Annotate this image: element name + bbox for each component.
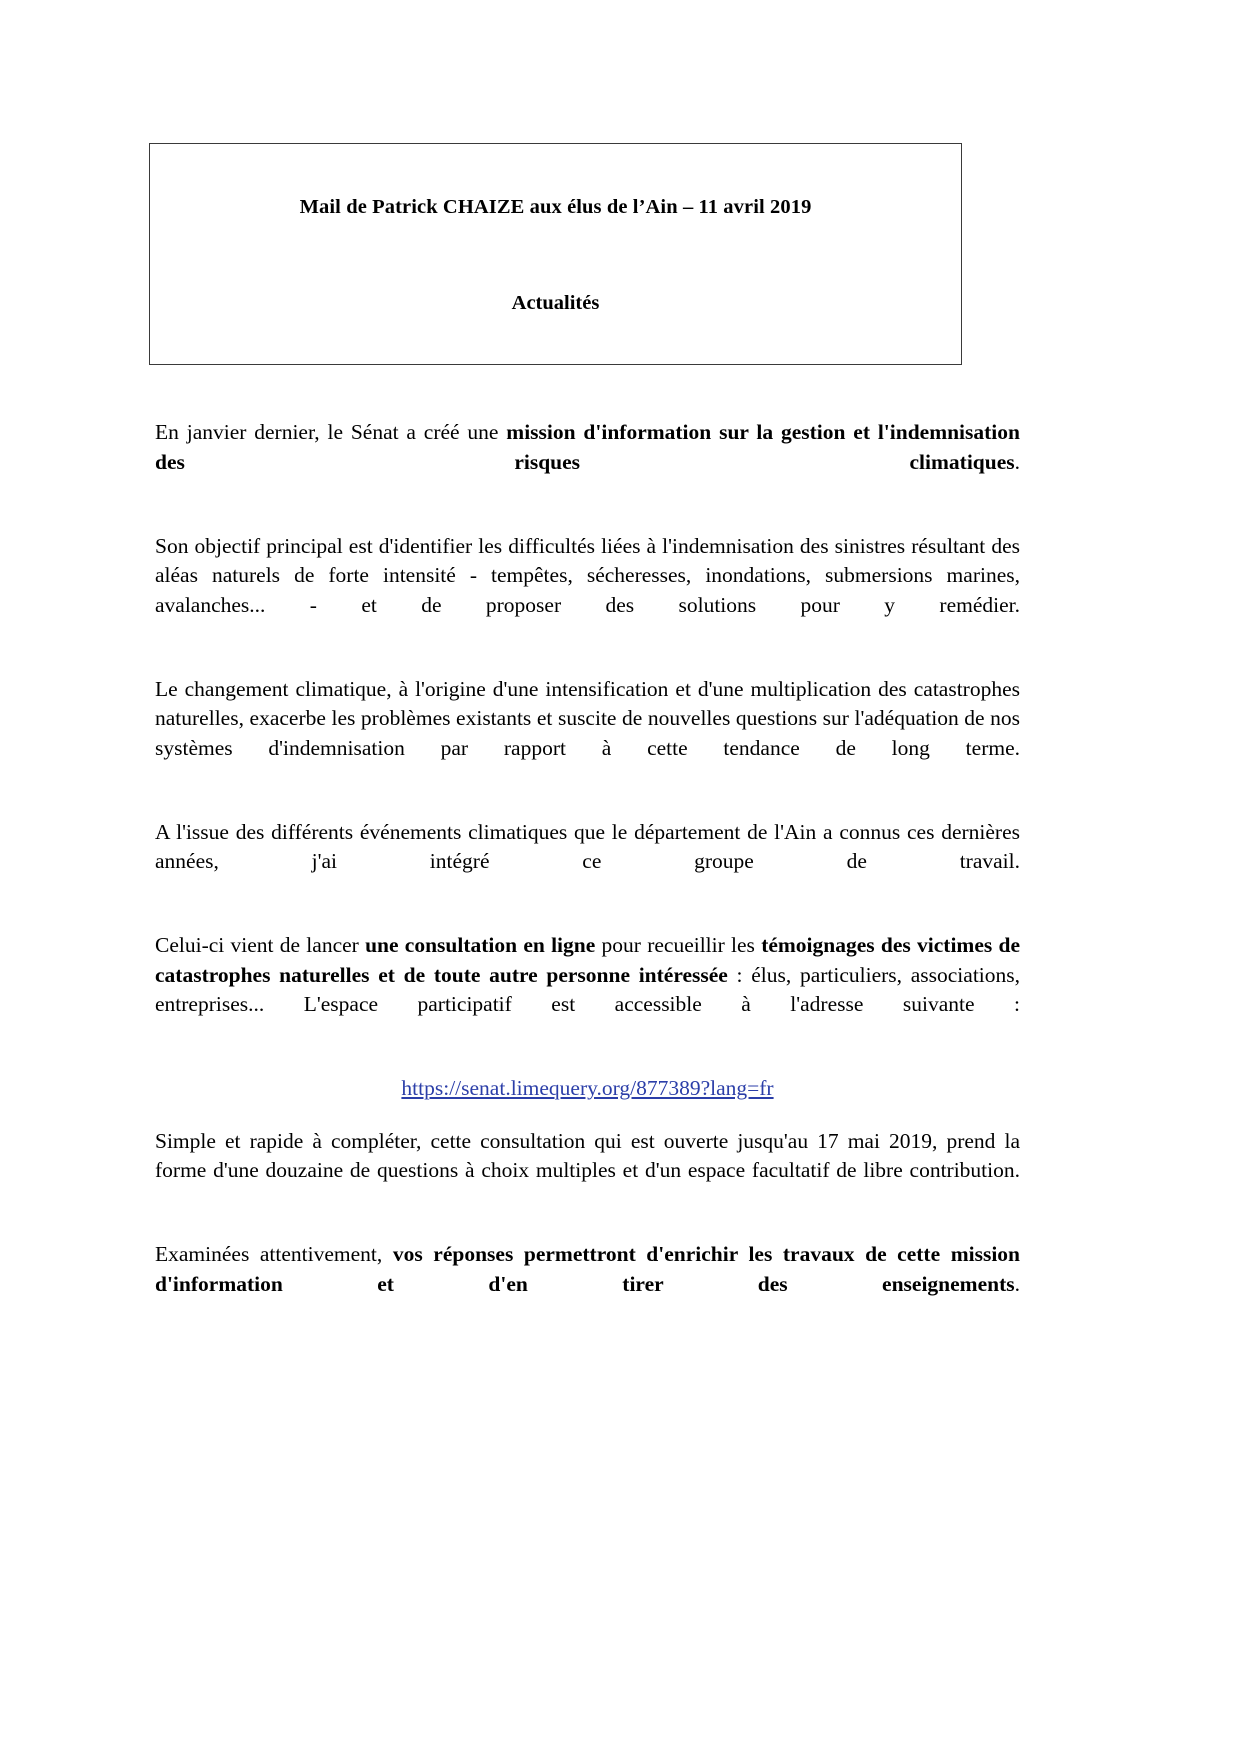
paragraph-6: Simple et rapide à compléter, cette consultation qui est ouverte jusqu'au 17 mai 2019, prend la forme d'une douzaine de questions à choix multiples et d'un espace facultatif de libre contribution. [155, 1128, 1020, 1182]
paragraph-5-tail: : élus, particuliers, associations, entreprises... L'espace participatif est accessible à l'adresse suivante : [155, 962, 1021, 1016]
document-body [155, 418, 1020, 1329]
paragraph-7 [155, 1240, 1020, 1329]
paragraph-4: A l'issue des différents événements climatiques que le département de l'Ain a connus ces dernières années, j'ai intégré ce groupe de travail. [155, 819, 1020, 873]
paragraph-3: Le changement climatique, à l'origine d'une intensification et d'une multiplication des catastrophes naturelles, exacerbe les problèmes existants et suscite de nouvelles questions sur l'adéquation de nos systèmes d'indemnisation par rapport à cette tendance de long terme. [155, 676, 1020, 760]
paragraph-2: Son objectif principal est d'identifier les difficultés liées à l'indemnisation des sinistres résultant des aléas naturels de forte intensité - tempêtes, sécheresses, inondations, submersions marines, avalanches... - et de proposer des solutions pour y remédier. [155, 533, 1020, 617]
page-title: Mail de Patrick CHAIZE aux élus de l’Ain – 11 avril 2019 [299, 196, 812, 218]
header-box [149, 143, 962, 365]
paragraph-5-mid: pour recueillir les [595, 933, 762, 957]
paragraph-5-lead: Celui-ci vient de lancer [155, 933, 366, 957]
paragraph-7-tail: . [1014, 1271, 1020, 1296]
consultation-link-line [155, 1074, 1020, 1104]
paragraph-5-bold-1: une consultation en ligne [365, 933, 596, 957]
paragraph-1-bold: mission d'information sur la gestion et l'indemnisation des risques climatiques [155, 420, 1020, 474]
paragraph-7-lead: Examinées attentivement, [155, 1242, 393, 1266]
paragraph-1-tail: . [1014, 449, 1020, 474]
paragraph-5 [155, 931, 1020, 1049]
paragraph-1 [155, 418, 1020, 507]
paragraph-7-bold: vos réponses permettront d'enrichir les travaux de cette mission d'information et d'en tirer des enseignements [155, 1242, 1021, 1296]
paragraph-5-bold-2: témoignages des victimes de catastrophes naturelles et de toute autre personne intéressée [155, 933, 1020, 987]
consultation-link[interactable]: https://senat.limequery.org/877389?lang=fr [401, 1076, 774, 1100]
header-subtitle: Actualités [511, 292, 600, 314]
paragraph-1-lead: En janvier dernier, le Sénat a créé une [155, 420, 507, 444]
